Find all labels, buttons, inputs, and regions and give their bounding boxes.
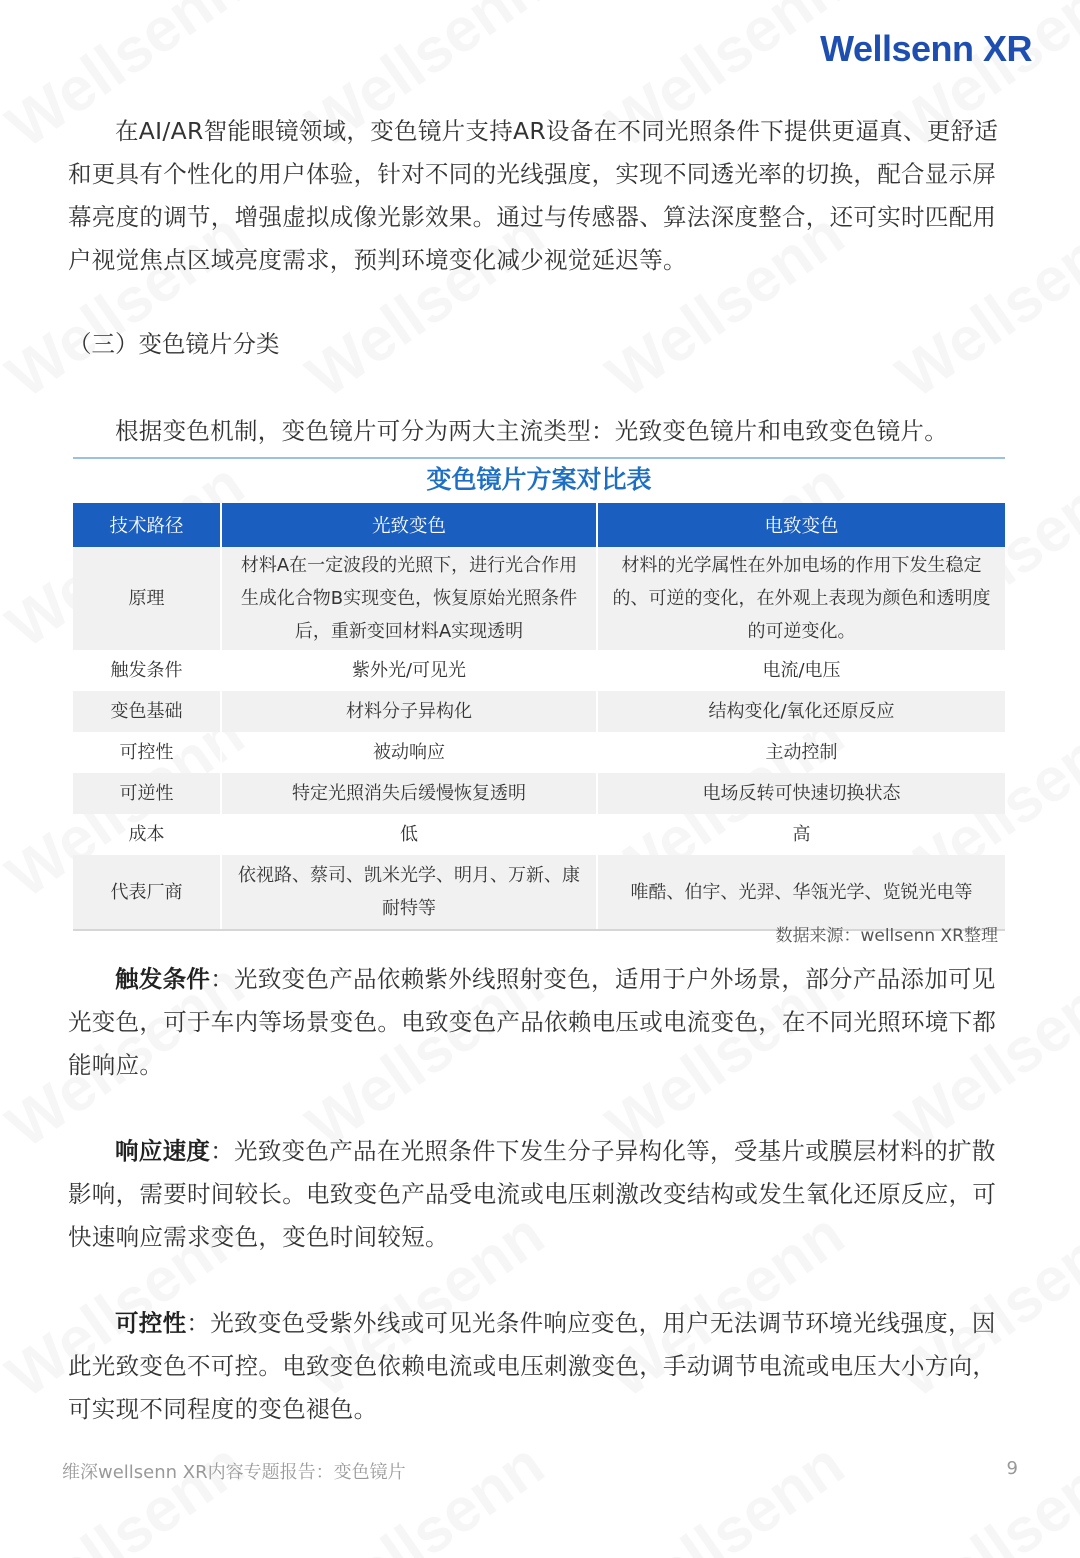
page-number: 9 (1006, 1458, 1018, 1479)
table-cell: 材料分子异构化 (221, 691, 597, 732)
table-cell: 结构变化/氧化还原反应 (597, 691, 1005, 732)
table-cell: 成本 (73, 814, 221, 855)
paragraph-text: 光致变色受紫外线或可见光条件响应变色，用户无法调节环境光线强度，因此光致变色不可控。电致变色依赖电流或电压刺激变色，手动调节电流或电压大小方向，可实现不同程度的变色褪色。 (68, 1309, 997, 1423)
table-cell: 唯酷、伯宇、光羿、华瓴光学、览锐光电等 (597, 855, 1005, 930)
table-header-cell: 光致变色 (221, 503, 597, 547)
table-cell: 主动控制 (765, 742, 838, 763)
table-cell: 材料的光学属性在外加电场的作用下发生稳定的、可逆的变化，在外观上表现为颜色和透明度的可逆变化。 (597, 547, 1005, 650)
table-header-cell: 电致变色 (597, 503, 1005, 547)
table-row (73, 732, 1005, 773)
comparison-table-block (73, 457, 1005, 931)
table-cell: 依视路、蔡司、凯米光学、明月、万新、康耐特等 (221, 855, 597, 930)
table-row (73, 814, 1005, 855)
table-cell: 低 (221, 814, 597, 855)
table-cell: 可控性 (73, 732, 221, 773)
watermark (0, 1429, 257, 1558)
paragraph-response-speed (68, 1130, 1018, 1259)
intro-paragraph: 在AI/AR智能眼镜领域，变色镜片支持AR设备在不同光照条件下提供更逼真、更舒适和更具有个性化的用户体验，针对不同的光线强度，实现不同透光率的切换，配合显示屏幕亮度的调节，增强虚拟成像光影效果。通过与传感器、算法深度整合，还可实时匹配用户视觉焦点区域亮度需求，预判环境变化减少视觉延迟等。 (68, 117, 999, 274)
table-header-row (73, 503, 1005, 547)
table-source: 数据来源：wellsenn XR整理 (775, 926, 998, 946)
table-cell: 可逆性 (73, 773, 221, 814)
watermark (594, 1429, 857, 1558)
table-row (73, 691, 1005, 732)
lead-sentence: 根据变色机制，变色镜片可分为两大主流类型：光致变色镜片和电致变色镜片。 (115, 417, 948, 445)
table-cell: 电流/电压 (762, 660, 841, 681)
table-cell: 材料A在一定波段的光照下，进行光合作用生成化合物B实现变色，恢复原始光照条件后，重新变回材料A实现透明 (221, 547, 597, 650)
table-row (73, 650, 1005, 691)
section-heading: （三）变色镜片分类 (68, 330, 280, 358)
table-cell: 特定光照消失后缓慢恢复透明 (221, 773, 597, 814)
paragraph-label: 触发条件 (115, 965, 211, 993)
paragraph-label: 响应速度 (115, 1137, 211, 1165)
paragraph-text: 光致变色产品依赖紫外线照射变色，适用于户外场景，部分产品添加可见光变色，可于车内等场景变色。电致变色产品依赖电压或电流变色，在不同光照环境下都能响应。 (68, 965, 997, 1079)
label-separator: ： (210, 1137, 235, 1165)
table-cell: 触发条件 (73, 650, 221, 691)
label-separator: ： (186, 1309, 211, 1337)
table-cell: 高 (792, 824, 811, 845)
table-cell: 变色基础 (73, 691, 221, 732)
table-cell: 代表厂商 (73, 855, 221, 930)
footer-report-title: 维深wellsenn XR内容专题报告：变色镜片 (62, 1462, 406, 1483)
table-cell: 紫外光/可见光 (221, 650, 597, 691)
watermark (884, 1429, 1080, 1558)
table-cell: 被动响应 (221, 732, 597, 773)
paragraph-label: 可控性 (115, 1309, 187, 1337)
table-header-cell: 技术路径 (73, 503, 221, 547)
table-row (73, 547, 1005, 650)
table-row (73, 773, 1005, 814)
comparison-table (73, 503, 1005, 931)
table-cell: 电场反转可快速切换状态 (597, 773, 1005, 814)
table-cell: 原理 (73, 547, 221, 650)
label-separator: ： (210, 965, 235, 993)
watermark (294, 1429, 557, 1558)
table-title: 变色镜片方案对比表 (426, 465, 652, 494)
table-row (73, 855, 1005, 930)
paragraph-controllability (68, 1302, 1018, 1431)
paragraph-trigger (68, 958, 1018, 1087)
paragraph-text: 光致变色产品在光照条件下发生分子异构化等，受基片或膜层材料的扩散影响，需要时间较长。电致变色产品受电流或电压刺激改变结构或发生氧化还原反应，可快速响应需求变色，变色时间较短。 (68, 1137, 997, 1251)
brand-logo: Wellsenn XR (820, 28, 1032, 69)
